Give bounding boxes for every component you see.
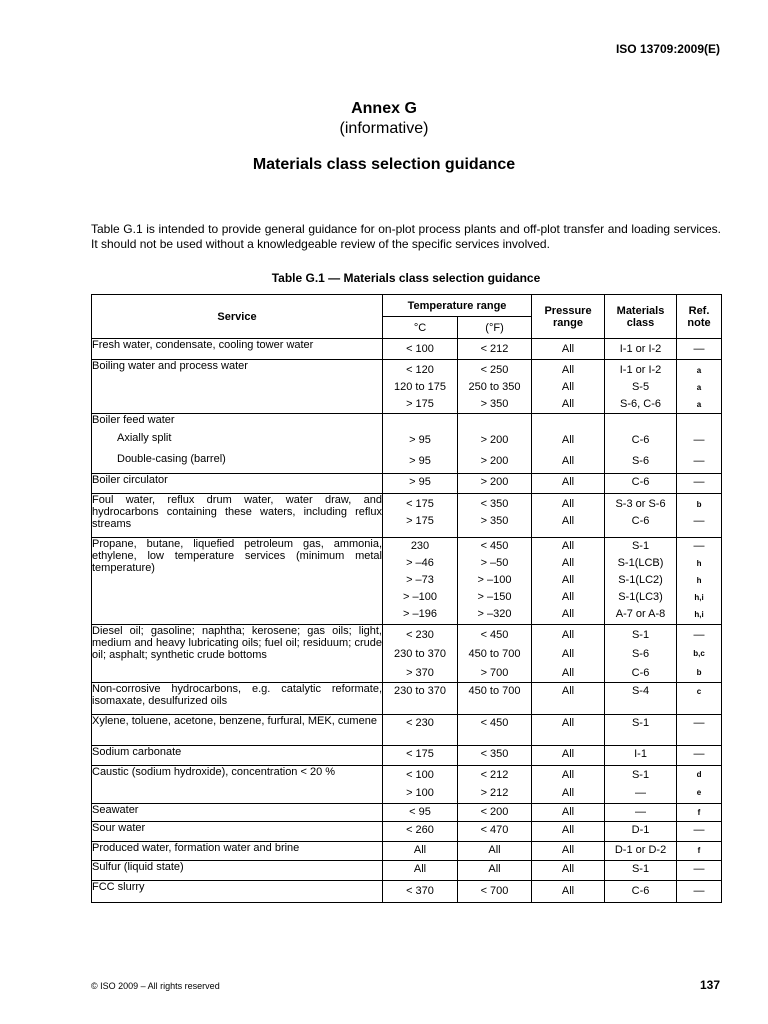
- cell-line: All: [561, 574, 575, 586]
- cell-line: > 212: [480, 787, 509, 799]
- cell-line: > 95: [409, 476, 431, 488]
- cell-line: All: [413, 863, 427, 875]
- cell-line: All: [561, 515, 575, 527]
- cell-line: D-1: [631, 824, 650, 836]
- copyright-notice: © ISO 2009 – All rights reserved: [91, 981, 220, 991]
- header-fahrenheit: (°F): [458, 317, 532, 339]
- cell-line: < 230: [406, 629, 434, 641]
- cell-pressure: [532, 414, 605, 474]
- cell-line: —: [693, 629, 705, 641]
- cell-line: 250 to 350: [468, 381, 521, 393]
- table-row: [92, 683, 722, 715]
- cell-fahrenheit: [458, 861, 532, 881]
- annex-label: Annex G: [351, 100, 417, 117]
- cell-line: S-1: [631, 629, 650, 641]
- cell-service: [92, 625, 383, 683]
- cell-line: > –150: [477, 591, 512, 603]
- cell-line: S-1: [631, 717, 650, 729]
- service-label: Boiling water and process water: [92, 360, 248, 372]
- table-caption: Table G.1 — Materials class selection guidance: [271, 271, 541, 285]
- cell-line: > –100: [477, 574, 512, 586]
- cell-line: C-6: [631, 476, 650, 488]
- cell-line: c: [696, 687, 702, 696]
- cell-materials-class: [605, 339, 677, 360]
- cell-ref-note: [677, 683, 722, 715]
- table-row: [92, 494, 722, 538]
- cell-fahrenheit: [458, 842, 532, 861]
- cell-celsius: [383, 683, 458, 715]
- cell-ref-note: [677, 766, 722, 804]
- cell-service: [92, 804, 383, 822]
- cell-line: < 350: [480, 748, 509, 760]
- cell-line: f: [697, 808, 701, 817]
- cell-line: All: [561, 844, 575, 856]
- cell-line: All: [561, 717, 575, 729]
- table-row: [92, 339, 722, 360]
- cell-line: —: [693, 540, 705, 552]
- cell-fahrenheit: [458, 494, 532, 538]
- intro-paragraph: Table G.1 is intended to provide general guidance for on-plot process plants and off-plot transfer and loading services. It should not be used without a knowledgeable review of the specific services involved.: [91, 222, 721, 251]
- cell-celsius: [383, 625, 458, 683]
- cell-service: [92, 414, 383, 474]
- cell-pressure: [532, 766, 605, 804]
- cell-line: S-6: [631, 455, 650, 467]
- cell-line: All: [561, 398, 575, 410]
- cell-line: a: [696, 400, 702, 409]
- cell-line: > 370: [406, 667, 434, 679]
- cell-line: h: [696, 559, 702, 568]
- cell-materials-class: [605, 474, 677, 494]
- cell-materials-class: [605, 881, 677, 903]
- cell-line: < 350: [480, 498, 509, 510]
- cell-ref-note: [677, 339, 722, 360]
- cell-pressure: [532, 538, 605, 625]
- cell-materials-class: [605, 360, 677, 414]
- cell-pressure: [532, 881, 605, 903]
- cell-line: S-1: [631, 769, 650, 781]
- cell-line: > 700: [480, 667, 509, 679]
- cell-line: I-1 or I-2: [619, 364, 662, 376]
- cell-pressure: [532, 746, 605, 766]
- cell-fahrenheit: [458, 804, 532, 822]
- header-temperature-range: Temperature range: [383, 295, 532, 317]
- table-row: [92, 538, 722, 625]
- cell-line: —: [693, 885, 705, 897]
- cell-line: D-1 or D-2: [614, 844, 667, 856]
- cell-line: < 212: [480, 343, 509, 355]
- cell-line: > –100: [403, 591, 437, 603]
- service-label: Seawater: [92, 804, 139, 816]
- cell-line: < 100: [406, 769, 434, 781]
- cell-line: All: [561, 629, 575, 641]
- service-label: Produced water, formation water and brine: [92, 842, 300, 854]
- cell-line: 230 to 370: [394, 648, 446, 660]
- cell-line: a: [696, 383, 702, 392]
- cell-service: [92, 766, 383, 804]
- cell-materials-class: [605, 861, 677, 881]
- cell-line: S-4: [631, 685, 650, 697]
- header-ref-note: Ref. note: [677, 295, 722, 339]
- cell-line: > 100: [406, 787, 434, 799]
- cell-line: > –73: [406, 574, 434, 586]
- cell-service: [92, 715, 383, 746]
- cell-fahrenheit: [458, 339, 532, 360]
- cell-line: > 175: [406, 398, 434, 410]
- cell-line: h,i: [694, 593, 704, 602]
- cell-ref-note: [677, 625, 722, 683]
- cell-line: C-6: [631, 515, 650, 527]
- cell-line: C-6: [631, 885, 650, 897]
- cell-line: —: [693, 717, 705, 729]
- cell-line: All: [561, 455, 575, 467]
- cell-line: S-3 or S-6: [615, 498, 666, 510]
- cell-line: I-1: [634, 748, 647, 760]
- cell-fahrenheit: [458, 746, 532, 766]
- cell-materials-class: [605, 822, 677, 842]
- cell-celsius: [383, 715, 458, 746]
- cell-line: All: [561, 540, 575, 552]
- cell-line: < 100: [406, 343, 434, 355]
- cell-line: All: [413, 844, 427, 856]
- table-row: [92, 414, 722, 474]
- cell-line: > –46: [406, 557, 434, 569]
- cell-line: S-1: [631, 540, 650, 552]
- cell-line: < 212: [480, 769, 509, 781]
- cell-line: All: [561, 769, 575, 781]
- header-service: Service: [92, 295, 383, 339]
- cell-line: All: [561, 648, 575, 660]
- cell-line: < 260: [406, 824, 434, 836]
- cell-materials-class: [605, 804, 677, 822]
- cell-materials-class: [605, 766, 677, 804]
- cell-service: [92, 842, 383, 861]
- cell-materials-class: [605, 842, 677, 861]
- cell-materials-class: [605, 538, 677, 625]
- cell-line: 450 to 700: [468, 685, 521, 697]
- cell-celsius: [383, 360, 458, 414]
- cell-line: < 120: [406, 364, 434, 376]
- cell-ref-note: [677, 474, 722, 494]
- cell-line: —: [693, 343, 705, 355]
- cell-line: > 95: [409, 434, 431, 446]
- cell-line: All: [561, 591, 575, 603]
- cell-line: All: [561, 667, 575, 679]
- cell-ref-note: [677, 861, 722, 881]
- cell-line: All: [561, 557, 575, 569]
- cell-line: > –320: [477, 608, 512, 620]
- cell-materials-class: [605, 683, 677, 715]
- table-row: [92, 881, 722, 903]
- header-materials-class: Materials class: [605, 295, 677, 339]
- cell-pressure: [532, 804, 605, 822]
- cell-line: < 175: [406, 498, 434, 510]
- cell-line: < 95: [409, 806, 431, 818]
- cell-fahrenheit: [458, 625, 532, 683]
- cell-celsius: [383, 414, 458, 474]
- cell-line: S-5: [631, 381, 650, 393]
- cell-line: < 230: [406, 717, 434, 729]
- cell-line: > 200: [480, 476, 509, 488]
- cell-celsius: [383, 538, 458, 625]
- cell-line: > 175: [406, 515, 434, 527]
- annex-type: (informative): [339, 120, 429, 137]
- cell-pressure: [532, 474, 605, 494]
- cell-service: [92, 881, 383, 903]
- cell-line: b,c: [693, 649, 705, 658]
- service-label: Sulfur (liquid state): [92, 861, 184, 873]
- cell-ref-note: [677, 804, 722, 822]
- service-label: Caustic (sodium hydroxide), concentration < 20 %: [92, 766, 336, 778]
- cell-celsius: [383, 339, 458, 360]
- cell-line: All: [561, 806, 575, 818]
- cell-service: [92, 494, 383, 538]
- cell-service: [92, 339, 383, 360]
- cell-line: —: [635, 787, 647, 799]
- header-celsius: °C: [383, 317, 458, 339]
- cell-fahrenheit: [458, 414, 532, 474]
- cell-line: < 450: [480, 629, 509, 641]
- cell-celsius: [383, 842, 458, 861]
- cell-service: [92, 861, 383, 881]
- cell-celsius: [383, 861, 458, 881]
- cell-line: All: [561, 476, 575, 488]
- cell-line: All: [561, 885, 575, 897]
- cell-fahrenheit: [458, 360, 532, 414]
- cell-line: All: [488, 863, 501, 875]
- cell-materials-class: [605, 715, 677, 746]
- cell-line: d: [696, 770, 702, 779]
- page-number: 137: [699, 978, 720, 992]
- cell-line: > 200: [480, 455, 509, 467]
- cell-line: > –50: [480, 557, 509, 569]
- cell-line: h,i: [694, 610, 704, 619]
- cell-line: 230: [410, 540, 430, 552]
- cell-line: < 450: [480, 540, 509, 552]
- cell-line: 450 to 700: [468, 648, 521, 660]
- cell-fahrenheit: [458, 822, 532, 842]
- cell-pressure: [532, 625, 605, 683]
- cell-fahrenheit: [458, 474, 532, 494]
- cell-line: All: [488, 844, 501, 856]
- cell-line: All: [561, 787, 575, 799]
- cell-line: C-6: [631, 434, 650, 446]
- table-row: [92, 360, 722, 414]
- cell-celsius: [383, 881, 458, 903]
- cell-line: e: [696, 788, 702, 797]
- sub-service-label: Double-casing (barrel): [117, 453, 226, 465]
- service-label: Sour water: [92, 822, 146, 834]
- cell-line: C-6: [631, 667, 650, 679]
- cell-fahrenheit: [458, 538, 532, 625]
- cell-ref-note: [677, 360, 722, 414]
- cell-line: —: [693, 476, 705, 488]
- cell-line: > –196: [403, 608, 437, 620]
- cell-service: [92, 683, 383, 715]
- cell-line: a: [696, 366, 702, 375]
- cell-line: —: [635, 806, 647, 818]
- cell-fahrenheit: [458, 683, 532, 715]
- cell-service: [92, 822, 383, 842]
- cell-service: [92, 474, 383, 494]
- service-label: Boiler circulator: [92, 474, 168, 486]
- standard-identifier: ISO 13709:2009(E): [615, 42, 720, 56]
- service-label: Non-corrosive hydrocarbons, e.g. catalytic reformate, isomaxate, desulfurized oils: [92, 683, 382, 707]
- cell-celsius: [383, 822, 458, 842]
- cell-line: > 350: [480, 398, 509, 410]
- cell-line: b: [696, 500, 702, 509]
- table-row: [92, 766, 722, 804]
- cell-line: 230 to 370: [394, 685, 446, 697]
- cell-line: I-1 or I-2: [619, 343, 662, 355]
- cell-line: < 470: [480, 824, 509, 836]
- cell-line: —: [693, 748, 705, 760]
- table-row: [92, 715, 722, 746]
- cell-line: b: [696, 668, 702, 677]
- cell-line: All: [561, 685, 575, 697]
- table-row: [92, 625, 722, 683]
- sub-service-label: Axially split: [117, 432, 172, 444]
- cell-line: 120 to 175: [394, 381, 446, 393]
- cell-line: —: [693, 434, 705, 446]
- cell-pressure: [532, 715, 605, 746]
- cell-celsius: [383, 766, 458, 804]
- service-label: Diesel oil; gasoline; naphtha; kerosene; gas oils; light, medium and heavy lubricating oils; fuel oil; residuum; crude oil; asphalt; synthetic crude bottoms: [92, 625, 382, 661]
- cell-line: —: [693, 515, 705, 527]
- cell-line: f: [697, 846, 701, 855]
- table-row: [92, 842, 722, 861]
- cell-line: All: [561, 748, 575, 760]
- header-pressure-range: Pressure range: [532, 295, 605, 339]
- cell-pressure: [532, 683, 605, 715]
- cell-line: —: [693, 824, 705, 836]
- cell-service: [92, 746, 383, 766]
- table-row: [92, 746, 722, 766]
- cell-fahrenheit: [458, 881, 532, 903]
- cell-line: < 370: [406, 885, 434, 897]
- cell-line: < 700: [480, 885, 509, 897]
- cell-line: < 450: [480, 717, 509, 729]
- table-row: [92, 474, 722, 494]
- cell-pressure: [532, 822, 605, 842]
- cell-line: All: [561, 364, 575, 376]
- cell-line: All: [561, 863, 575, 875]
- annex-title: Materials class selection guidance: [252, 156, 516, 173]
- cell-line: S-1(LC2): [618, 574, 663, 586]
- cell-celsius: [383, 746, 458, 766]
- cell-ref-note: [677, 881, 722, 903]
- cell-line: > 350: [480, 515, 509, 527]
- cell-line: A-7 or A-8: [615, 608, 666, 620]
- cell-line: < 175: [406, 748, 434, 760]
- cell-ref-note: [677, 414, 722, 474]
- cell-service: [92, 360, 383, 414]
- materials-class-table: [91, 294, 722, 903]
- cell-line: S-1(LCB): [617, 557, 664, 569]
- cell-pressure: [532, 339, 605, 360]
- cell-fahrenheit: [458, 715, 532, 746]
- cell-line: S-6, C-6: [620, 398, 661, 410]
- cell-line: S-1: [631, 863, 650, 875]
- cell-line: > 95: [409, 455, 431, 467]
- table-row: [92, 861, 722, 881]
- cell-celsius: [383, 494, 458, 538]
- cell-pressure: [532, 861, 605, 881]
- cell-ref-note: [677, 746, 722, 766]
- cell-line: h: [696, 576, 702, 585]
- cell-line: < 200: [480, 806, 509, 818]
- cell-line: All: [561, 498, 575, 510]
- service-label: Sodium carbonate: [92, 746, 182, 758]
- cell-fahrenheit: [458, 766, 532, 804]
- cell-ref-note: [677, 842, 722, 861]
- cell-line: All: [561, 381, 575, 393]
- table-row: [92, 822, 722, 842]
- cell-pressure: [532, 494, 605, 538]
- cell-ref-note: [677, 538, 722, 625]
- cell-ref-note: [677, 715, 722, 746]
- service-label: Boiler feed water: [92, 414, 175, 426]
- cell-materials-class: [605, 494, 677, 538]
- cell-line: All: [561, 434, 575, 446]
- cell-celsius: [383, 804, 458, 822]
- cell-pressure: [532, 360, 605, 414]
- cell-line: —: [693, 863, 705, 875]
- cell-line: < 250: [480, 364, 509, 376]
- cell-line: —: [693, 455, 705, 467]
- service-label: Fresh water, condensate, cooling tower water: [92, 339, 314, 351]
- cell-line: All: [561, 343, 575, 355]
- cell-line: S-1(LC3): [618, 591, 663, 603]
- table-row: [92, 804, 722, 822]
- cell-ref-note: [677, 822, 722, 842]
- cell-materials-class: [605, 746, 677, 766]
- table-body: [92, 339, 722, 903]
- service-label: Xylene, toluene, acetone, benzene, furfural, MEK, cumene: [92, 715, 377, 727]
- cell-materials-class: [605, 625, 677, 683]
- cell-pressure: [532, 842, 605, 861]
- cell-line: All: [561, 608, 575, 620]
- cell-line: > 200: [480, 434, 509, 446]
- service-label: Foul water, reflux drum water, water draw, and hydrocarbons containing these waters, including reflux streams: [92, 494, 382, 530]
- cell-service: [92, 538, 383, 625]
- cell-line: S-6: [631, 648, 650, 660]
- cell-ref-note: [677, 494, 722, 538]
- cell-line: All: [561, 824, 575, 836]
- cell-celsius: [383, 474, 458, 494]
- service-label: FCC slurry: [92, 881, 145, 893]
- cell-materials-class: [605, 414, 677, 474]
- service-label: Propane, butane, liquefied petroleum gas, ammonia, ethylene, low temperature services (minimum metal temperature): [92, 538, 382, 574]
